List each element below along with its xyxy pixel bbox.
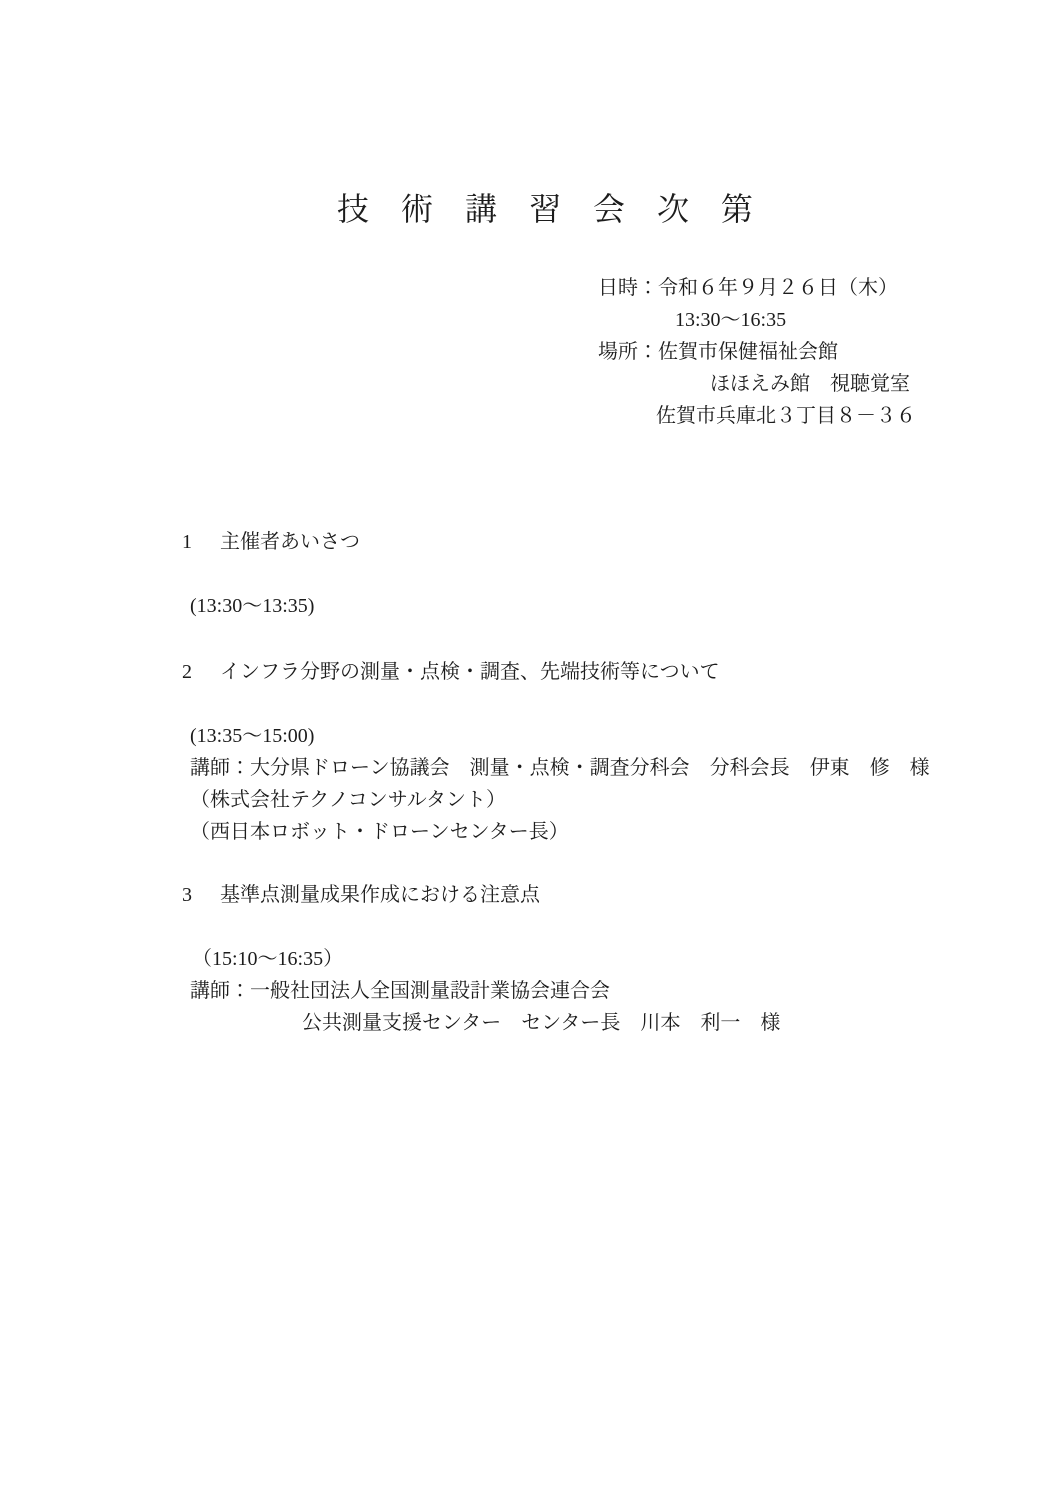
agenda-item-2 [152,624,930,848]
agenda-item-head [152,624,930,720]
agenda-lecturer-line: 公共測量支援センター センター長 川本 利一 様 [302,1012,781,1034]
agenda-item-time: (13:30～13:35) [190,595,315,617]
event-venue-address: 佐賀市兵庫北３丁目８－３６ [656,405,916,427]
event-time-range: 13:30～16:35 [675,309,787,331]
agenda-item-time: (13:35～15:00) [190,725,315,747]
agenda-lecturer-line: 講師：一般社団法人全国測量設計業協会連合会 [190,980,610,1002]
agenda-item-3 [152,847,780,1039]
event-datetime: 日時：令和６年９月２６日（木） [598,277,898,299]
agenda-item-time: （15:10～16:35） [192,948,344,970]
agenda-item-number: 3 [182,884,192,906]
event-meta [598,272,916,432]
agenda-item-1 [152,494,360,622]
agenda-item-title: 基準点測量成果作成における注意点 [220,884,540,906]
agenda-lecturer-line: 講師：大分県ドローン協議会 測量・点検・調査分科会 分科会長 伊東 修 様 [190,757,930,779]
agenda-item-head [152,494,360,590]
agenda-affiliation-line: （株式会社テクノコンサルタント） [190,789,506,811]
agenda-affiliation-line: （西日本ロボット・ドローンセンター長） [190,821,569,843]
agenda-item-number: 2 [182,661,192,683]
event-venue: 場所：佐賀市保健福祉会館 [598,341,838,363]
agenda-item-number: 1 [182,531,192,553]
agenda-item-title: インフラ分野の測量・点検・調査、先端技術等について [220,661,720,683]
event-venue-room: ほほえみ館 視聴覚室 [710,373,910,395]
agenda-item-title: 主催者あいさつ [220,531,360,553]
document-title: 技 術 講 習 会 次 第 [337,191,754,227]
agenda-item-head [152,847,780,943]
